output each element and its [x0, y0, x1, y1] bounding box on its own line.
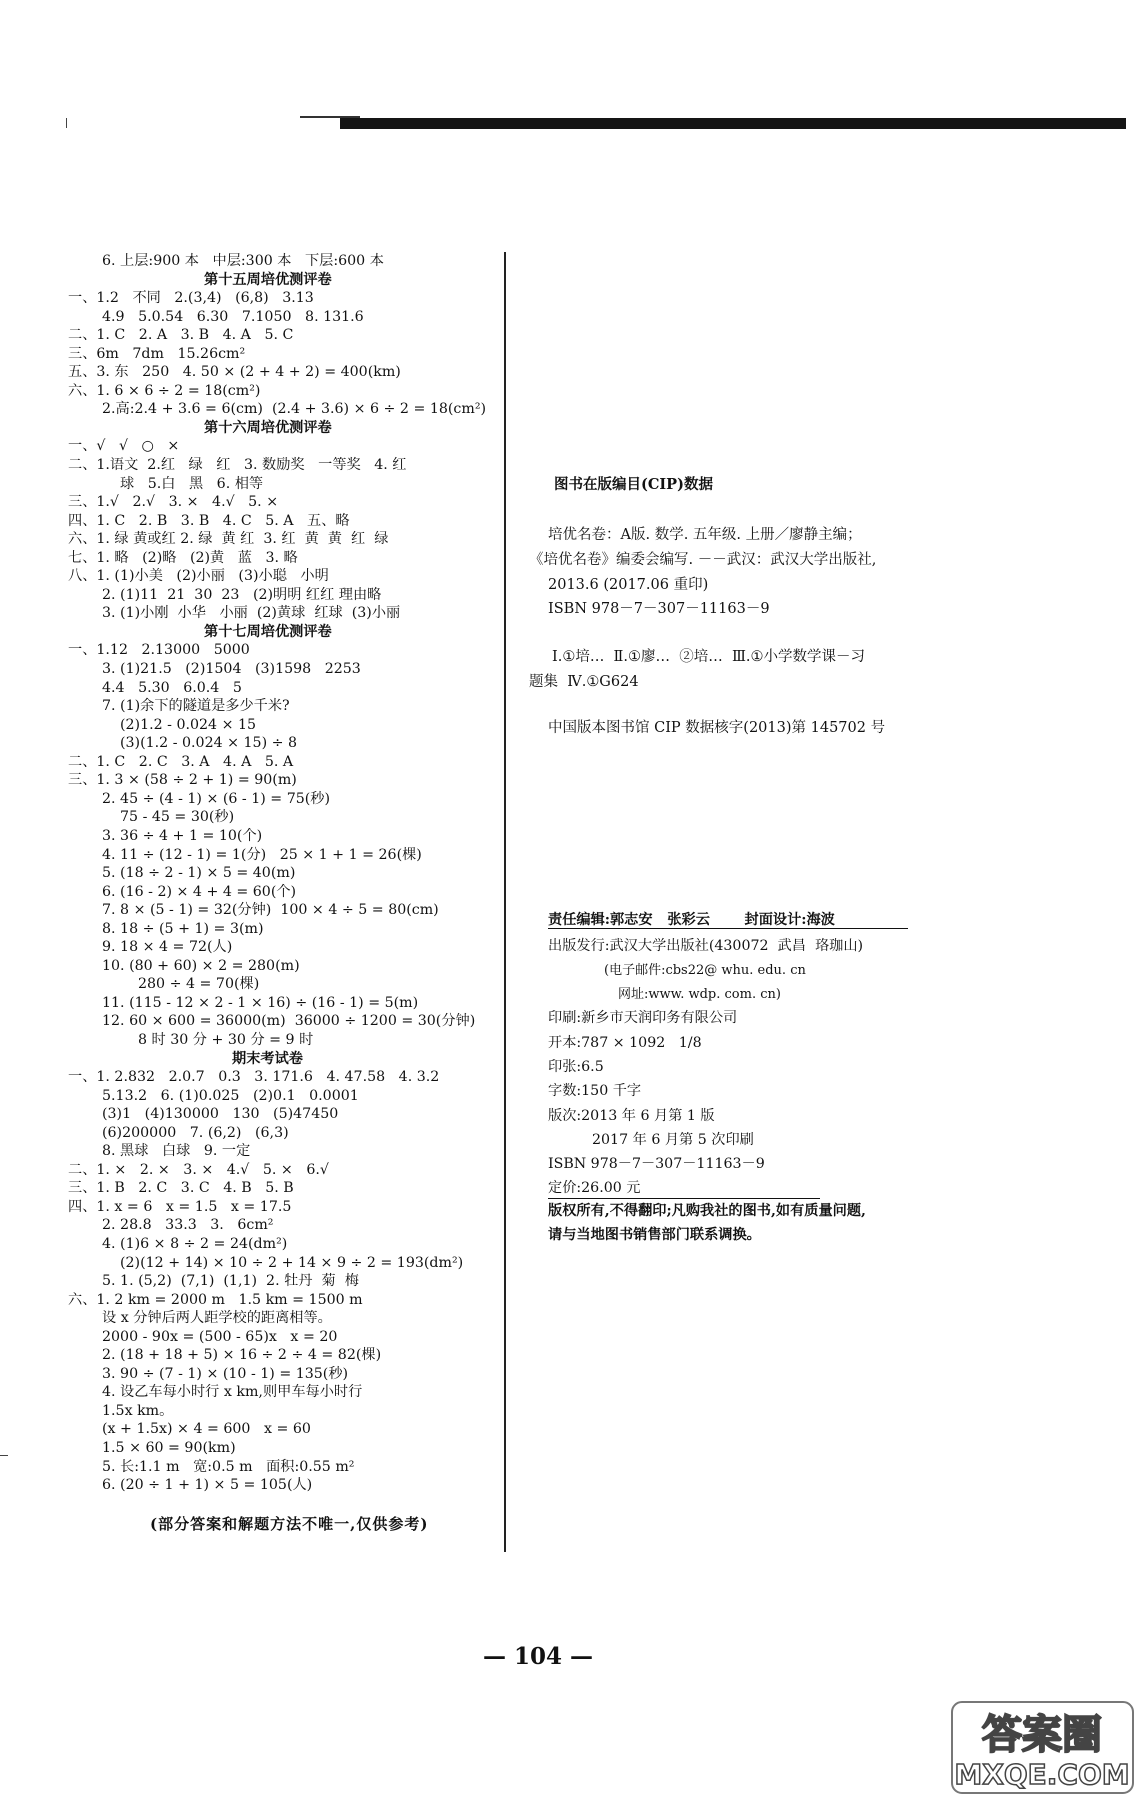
- answer-line: 五、3. 东 250 4. 50 × (2 + 4 + 2) = 400(km): [68, 364, 401, 381]
- answer-line: 280 ÷ 4 = 70(棵): [138, 976, 260, 993]
- price-line: 定价:26.00 元: [548, 1180, 641, 1196]
- watermark-top: 答案圈: [982, 1712, 1102, 1758]
- section-heading: 第十五周培优测评卷: [204, 271, 332, 288]
- answer-line: 5.13.2 6. (1)0.025 (2)0.1 0.0001: [102, 1087, 359, 1104]
- copyright-line: 请与当地图书销售部门联系调换。: [548, 1227, 761, 1243]
- answer-line: 4.4 5.30 6.0.4 5: [102, 679, 242, 696]
- answer-line: 一、√ √ ○ ×: [68, 438, 180, 455]
- answer-line: 11. (115 - 12 × 2 - 1 × 16) ÷ (16 - 1) = 5(m): [102, 994, 419, 1011]
- publisher-email: (电子邮件:cbs22@ whu. edu. cn: [604, 963, 806, 978]
- edition-line: 版次:2013 年 6 月第 1 版: [548, 1108, 715, 1124]
- answer-line: (6)200000 7. (6,2) (6,3): [102, 1124, 289, 1141]
- margin-tick: [0, 1455, 8, 1456]
- answer-line: 八、1. (1)小美 (2)小丽 (3)小聪 小明: [68, 568, 329, 585]
- answer-key-column: [68, 252, 498, 1495]
- answer-line: (3)(1.2 - 0.024 × 15) ÷ 8: [120, 735, 298, 752]
- answer-line: 8 时 30 分 + 30 分 = 9 时: [138, 1031, 314, 1048]
- answer-line: 4. 11 ÷ (12 - 1) = 1(分) 25 × 1 + 1 = 26(棵): [102, 846, 422, 863]
- publisher-line: 出版发行:武汉大学出版社(430072 武昌 珞珈山): [548, 938, 864, 954]
- cip-line: 培优名卷：A版. 数学. 五年级. 上册／廖静主编；: [548, 527, 862, 543]
- answer-line: 设 x 分钟后两人距学校的距离相等。: [102, 1310, 332, 1327]
- answer-line: 3. 36 ÷ 4 + 1 = 10(个): [102, 827, 263, 844]
- cip-title: 图书在版编目(CIP)数据: [554, 476, 713, 493]
- answer-line: 三、6m 7dm 15.26cm²: [68, 345, 246, 362]
- answer-line: 一、1.2 不同 2.(3,4) (6,8) 3.13: [68, 290, 314, 307]
- answer-line: 六、1. 2 km = 2000 m 1.5 km = 1500 m: [68, 1291, 363, 1308]
- answer-line: 一、1.12 2.13000 5000: [68, 642, 250, 659]
- answer-line: 6. (16 - 2) × 4 + 4 = 60(个): [102, 883, 297, 900]
- answer-line: 三、1.√ 2.√ 3. × 4.√ 5. ×: [68, 494, 279, 511]
- publisher-website: 网址:www. wdp. com. cn): [618, 987, 781, 1002]
- cip-line: 《培优名卷》编委会编写. －－武汉：武汉大学出版社,: [529, 552, 877, 568]
- copyright-line: 版权所有,不得翻印;凡购我社的图书,如有质量问题,: [548, 1203, 866, 1219]
- answer-line: (x + 1.5x) × 4 = 600 x = 60: [102, 1421, 311, 1438]
- answer-footnote: (部分答案和解题方法不唯一,仅供参考): [150, 1515, 429, 1533]
- cip-classification: 题集 Ⅳ.①G624: [529, 674, 639, 690]
- margin-tick: [66, 118, 67, 128]
- answer-line: (2)(12 + 14) × 10 ÷ 2 + 14 × 9 ÷ 2 = 193(dm²): [120, 1254, 464, 1271]
- answer-line: 7. 8 × (5 - 1) = 32(分钟) 100 × 4 ÷ 5 = 80(cm): [102, 902, 439, 919]
- answer-line: 8. 18 ÷ (5 + 1) = 3(m): [102, 920, 264, 937]
- cip-isbn: ISBN 978－7－307－11163－9: [548, 601, 770, 617]
- answer-line: 球 5.白 黑 6. 相等: [120, 475, 264, 492]
- answer-line: 12. 60 × 600 = 36000(m) 36000 ÷ 1200 = 30(分钟): [102, 1013, 476, 1030]
- section-heading: 第十六周培优测评卷: [204, 419, 332, 436]
- cip-line: 2013.6 (2017.06 重印): [548, 577, 709, 593]
- column-divider: [504, 252, 506, 1552]
- watermark-bottom: MXQE.COM: [954, 1758, 1130, 1791]
- answer-line: 二、1. C 2. C 3. A 4. A 5. A: [68, 753, 294, 770]
- site-watermark-logo: [950, 1700, 1135, 1795]
- answer-line: 一、1. 2.832 2.0.7 0.3 3. 171.6 4. 47.58 4. 3.2: [68, 1069, 440, 1086]
- answer-line: 2.高:2.4 + 3.6 = 6(cm) (2.4 + 3.6) × 6 ÷ 2 = 18(cm²): [102, 401, 487, 418]
- section-heading: 期末考试卷: [232, 1050, 303, 1067]
- answer-line: 6. 上层:900 本 中层:300 本 下层:600 本: [102, 253, 384, 269]
- answer-line: 七、1. 略 (2)略 (2)黄 蓝 3. 略: [68, 549, 298, 566]
- answer-line: 5. (18 ÷ 2 - 1) × 5 = 40(m): [102, 865, 296, 882]
- answer-line: 六、1. 绿 黄或红 2. 绿 黄 红 3. 红 黄 黄 红 绿: [68, 531, 389, 548]
- answer-line: 1.5 × 60 = 90(km): [102, 1440, 236, 1456]
- answer-line: 六、1. 6 × 6 ÷ 2 = 18(cm²): [68, 382, 261, 399]
- sheets-line: 印张:6.5: [548, 1059, 604, 1075]
- answer-line: 三、1. B 2. C 3. C 4. B 5. B: [68, 1180, 294, 1197]
- answer-line: 9. 18 × 4 = 72(人): [102, 939, 233, 956]
- editors-rule: [548, 928, 908, 929]
- format-line: 开本:787 × 1092 1/8: [548, 1035, 702, 1051]
- answer-line: 3. 90 ÷ (7 - 1) × (10 - 1) = 135(秒): [102, 1365, 349, 1382]
- section-heading: 第十七周培优测评卷: [204, 623, 332, 640]
- answer-line: 6. (20 ÷ 1 + 1) × 5 = 105(人): [102, 1477, 313, 1494]
- answer-line: 1.5x km。: [102, 1402, 174, 1419]
- page-number: — 104 —: [483, 1643, 594, 1670]
- answer-line: 2000 - 90x = (500 - 65)x x = 20: [102, 1328, 338, 1345]
- cip-record-number: 中国版本图书馆 CIP 数据核字(2013)第 145702 号: [548, 720, 886, 736]
- answer-line: 4. 设乙车每小时行 x km,则甲车每小时行: [102, 1384, 363, 1401]
- answer-line: 3. (1)21.5 (2)1504 (3)1598 2253: [102, 661, 361, 678]
- answer-line: (2)1.2 - 0.024 × 15: [120, 716, 257, 733]
- answer-line: 8. 黑球 白球 9. 一定: [102, 1143, 251, 1160]
- price-rule: [548, 1198, 820, 1199]
- answer-line: 2. (18 + 18 + 5) × 16 ÷ 2 ÷ 4 = 82(棵): [102, 1347, 382, 1364]
- answer-line: 四、1. C 2. B 3. B 4. C 5. A 五、略: [68, 512, 350, 529]
- answer-line: 2. (1)11 21 30 23 (2)明明 红红 理由略: [102, 586, 382, 603]
- answer-line: 二、1.语文 2.红 绿 红 3. 数励奖 一等奖 4. 红: [68, 457, 407, 474]
- answer-line: 二、1. × 2. × 3. × 4.√ 5. × 6.√: [68, 1161, 329, 1178]
- answer-line: 5. 1. (5,2) (7,1) (1,1) 2. 牡丹 菊 梅: [102, 1273, 359, 1290]
- answer-line: 4. (1)6 × 8 ÷ 2 = 24(dm²): [102, 1235, 288, 1252]
- isbn-line: ISBN 978－7－307－11163－9: [548, 1156, 765, 1172]
- answer-line: 二、1. C 2. A 3. B 4. A 5. C: [68, 327, 294, 344]
- answer-line: 5. 长:1.1 m 宽:0.5 m 面积:0.55 m²: [102, 1458, 355, 1475]
- printing-line: 2017 年 6 月第 5 次印刷: [592, 1132, 754, 1148]
- answer-line: 三、1. 3 × (58 ÷ 2 + 1) = 90(m): [68, 772, 297, 789]
- answer-line: 7. (1)余下的隧道是多少千米?: [102, 698, 290, 715]
- answer-line: 3. (1)小刚 小华 小丽 (2)黄球 红球 (3)小丽: [102, 605, 401, 622]
- answer-line: 75 - 45 = 30(秒): [120, 809, 235, 826]
- answer-line: 4.9 5.0.54 6.30 7.1050 8. 131.6: [102, 308, 364, 325]
- editors-line: 责任编辑:郭志安 张彩云 封面设计:海波: [548, 912, 835, 928]
- words-line: 字数:150 千字: [548, 1083, 642, 1099]
- cip-classification: Ⅰ.①培… Ⅱ.①廖… ②培… Ⅲ.①小学数学课－习: [552, 649, 866, 665]
- answer-line: 2. 28.8 33.3 3. 6cm²: [102, 1217, 274, 1234]
- answer-line: 10. (80 + 60) × 2 = 280(m): [102, 957, 300, 974]
- answer-line: 四、1. x = 6 x = 1.5 x = 17.5: [68, 1198, 292, 1215]
- header-rule: [340, 118, 1126, 129]
- answer-line: 2. 45 ÷ (4 - 1) × (6 - 1) = 75(秒): [102, 790, 331, 807]
- answer-line: (3)1 (4)130000 130 (5)47450: [102, 1106, 339, 1123]
- printer-line: 印刷:新乡市天润印务有限公司: [548, 1010, 738, 1026]
